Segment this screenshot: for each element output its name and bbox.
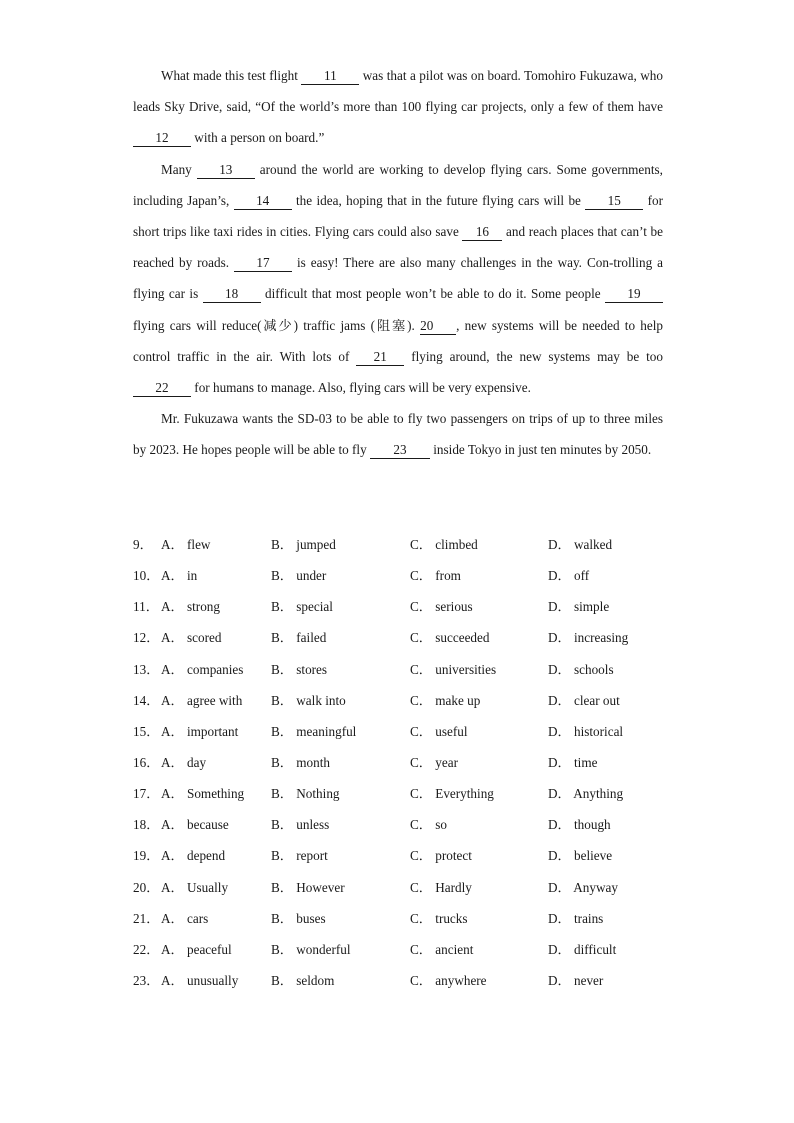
option-d[interactable]: D． trains xyxy=(548,910,604,926)
option-a[interactable]: A． strong xyxy=(161,599,220,615)
option-d[interactable]: D． though xyxy=(548,817,611,833)
option-c[interactable]: C． anywhere xyxy=(410,972,487,988)
option-b[interactable]: B． wonderful xyxy=(271,941,351,957)
question-number: 19． xyxy=(133,848,160,864)
option-c[interactable]: C． succeeded xyxy=(410,630,490,646)
question-row xyxy=(133,591,693,622)
option-b[interactable]: B． buses xyxy=(271,910,326,926)
option-a[interactable]: A． flew xyxy=(161,537,211,552)
question-row xyxy=(133,872,693,903)
blank-13: 13 xyxy=(197,162,255,179)
option-a[interactable]: A． peaceful xyxy=(161,941,232,957)
question-number: 23． xyxy=(133,972,160,988)
option-c[interactable]: C． make up xyxy=(410,692,481,708)
question-row xyxy=(133,934,693,965)
question-number: 15． xyxy=(133,723,160,739)
passage-paragraph-3 xyxy=(133,403,663,465)
option-c[interactable]: C． from xyxy=(410,568,461,584)
option-a[interactable]: A． because xyxy=(161,817,229,833)
option-a[interactable]: A． in xyxy=(161,568,198,584)
passage-text: difficult that most people won’t be able to do it. Some people xyxy=(260,286,605,302)
option-a[interactable]: A． agree with xyxy=(161,692,243,708)
passage-paragraph-2 xyxy=(133,154,663,404)
blank-18: 18 xyxy=(203,286,261,303)
question-number: 16． xyxy=(133,754,160,770)
cloze-passage xyxy=(133,60,663,466)
question-row xyxy=(133,560,693,591)
question-number: 9． xyxy=(133,537,153,552)
question-row xyxy=(133,622,693,653)
blank-21: 21 xyxy=(356,349,404,366)
option-a[interactable]: A． scored xyxy=(161,630,222,646)
option-b[interactable]: B． month xyxy=(271,754,330,770)
option-d[interactable]: D． simple xyxy=(548,599,610,615)
option-b[interactable]: B． stores xyxy=(271,661,328,677)
option-d[interactable]: D． increasing xyxy=(548,630,629,646)
passage-text: flying around, the new systems may be too xyxy=(404,348,663,364)
passage-text: Many xyxy=(161,161,197,177)
question-row xyxy=(133,716,693,747)
option-c[interactable]: C． climbed xyxy=(410,537,478,552)
passage-text: , new systems will be needed to help control traffic in the air. With lots of xyxy=(133,317,663,364)
option-a[interactable]: A． day xyxy=(161,754,207,770)
passage-text: the idea, hoping that in the future flying cars will be xyxy=(291,192,586,208)
option-d[interactable]: D． off xyxy=(548,568,590,584)
option-c[interactable]: C． ancient xyxy=(410,941,474,957)
option-b[interactable]: B． unless xyxy=(271,817,330,833)
option-c[interactable]: C． useful xyxy=(410,723,468,739)
blank-20: 20 xyxy=(420,318,456,335)
option-d[interactable]: D． Anything xyxy=(548,786,624,802)
option-a[interactable]: A． Something xyxy=(161,786,245,802)
option-c[interactable]: C． protect xyxy=(410,848,472,864)
question-row xyxy=(133,809,693,840)
option-b[interactable]: B． Nothing xyxy=(271,786,340,802)
option-b[interactable]: B． jumped xyxy=(271,537,336,552)
blank-23: 23 xyxy=(370,442,430,459)
option-a[interactable]: A． cars xyxy=(161,910,209,926)
option-d[interactable]: D． schools xyxy=(548,661,614,677)
question-row xyxy=(133,903,693,934)
question-number: 20． xyxy=(133,879,160,895)
option-d[interactable]: D． never xyxy=(548,972,604,988)
option-c[interactable]: C． Hardly xyxy=(410,879,472,895)
option-d[interactable]: D． believe xyxy=(548,848,613,864)
option-b[interactable]: B． meaningful xyxy=(271,723,357,739)
passage-text: around the world are working to develop flying cars. Some governments, including Japan’s, xyxy=(133,161,663,208)
option-c[interactable]: C． so xyxy=(410,817,448,833)
question-row xyxy=(133,965,693,996)
blank-15: 15 xyxy=(585,193,643,210)
option-b[interactable]: B． seldom xyxy=(271,972,335,988)
question-row xyxy=(133,840,693,871)
question-row xyxy=(133,747,693,778)
question-number: 21． xyxy=(133,910,160,926)
option-c[interactable]: C． serious xyxy=(410,599,473,615)
question-number: 10． xyxy=(133,568,160,584)
option-a[interactable]: A． unusually xyxy=(161,972,239,988)
question-number: 11． xyxy=(133,599,159,615)
passage-text: flying cars will reduce(减少) traffic jams (阻塞). xyxy=(133,317,421,333)
option-b[interactable]: B． failed xyxy=(271,630,327,646)
passage-paragraph-1 xyxy=(133,60,663,154)
passage-text: Mr. Fukuzawa wants the SD-03 to be able to fly two passengers on trips of up to three miles by 2023. He hopes people will be able to fly xyxy=(133,411,663,458)
option-d[interactable]: D． Anyway xyxy=(548,879,618,895)
option-a[interactable]: A． important xyxy=(161,723,239,739)
question-number: 22． xyxy=(133,941,160,957)
option-d[interactable]: D． clear out xyxy=(548,692,620,708)
question-number: 13． xyxy=(133,661,160,677)
option-c[interactable]: C． universities xyxy=(410,661,497,677)
option-a[interactable]: A． companies xyxy=(161,661,244,677)
question-row xyxy=(133,529,693,560)
blank-19: 19 xyxy=(605,286,663,303)
option-a[interactable]: A． Usually xyxy=(161,879,229,895)
answer-options-list xyxy=(133,529,693,996)
option-b[interactable]: B． special xyxy=(271,599,333,615)
option-d[interactable]: D． walked xyxy=(548,537,613,552)
blank-17: 17 xyxy=(234,255,292,272)
option-b[interactable]: B． However xyxy=(271,879,345,895)
option-b[interactable]: B． walk into xyxy=(271,692,346,708)
passage-text: inside Tokyo in just ten minutes by 2050. xyxy=(429,442,652,458)
question-row xyxy=(133,778,693,809)
question-row xyxy=(133,685,693,716)
question-number: 18． xyxy=(133,817,160,833)
question-number: 14． xyxy=(133,692,160,708)
question-number: 12． xyxy=(133,630,160,646)
blank-14: 14 xyxy=(234,193,292,210)
blank-22: 22 xyxy=(133,380,191,397)
passage-text: with a person on board.” xyxy=(191,130,325,146)
passage-text: What made this test flight xyxy=(161,68,302,83)
option-d[interactable]: D． difficult xyxy=(548,941,617,957)
blank-16: 16 xyxy=(462,224,502,241)
passage-text: for humans to manage. Also, flying cars will be very expensive. xyxy=(191,380,531,396)
blank-12: 12 xyxy=(133,130,191,147)
option-c[interactable]: C． trucks xyxy=(410,910,468,926)
option-b[interactable]: B． report xyxy=(271,848,328,864)
option-c[interactable]: C． Everything xyxy=(410,786,494,802)
blank-11: 11 xyxy=(301,68,359,85)
option-a[interactable]: A． depend xyxy=(161,848,226,864)
passage-text: for short trips like taxi rides in cities. Flying cars could also save xyxy=(133,192,663,240)
passage-text: and reach places that can’t be reached by roads. xyxy=(133,224,663,271)
question-row xyxy=(133,654,693,685)
option-d[interactable]: D． historical xyxy=(548,723,624,739)
passage-text: was that a pilot was on board. Tomohiro Fukuzawa, who leads Sky Drive, said, “Of the world’s more than 100 flying car projects, only a few of them have xyxy=(133,68,663,115)
option-c[interactable]: C． year xyxy=(410,754,458,770)
question-number: 17． xyxy=(133,786,160,802)
passage-text: is easy! There are also many challenges in the way. Con-trolling a flying car is xyxy=(133,255,663,302)
option-b[interactable]: B． under xyxy=(271,568,327,584)
option-d[interactable]: D． time xyxy=(548,754,598,770)
